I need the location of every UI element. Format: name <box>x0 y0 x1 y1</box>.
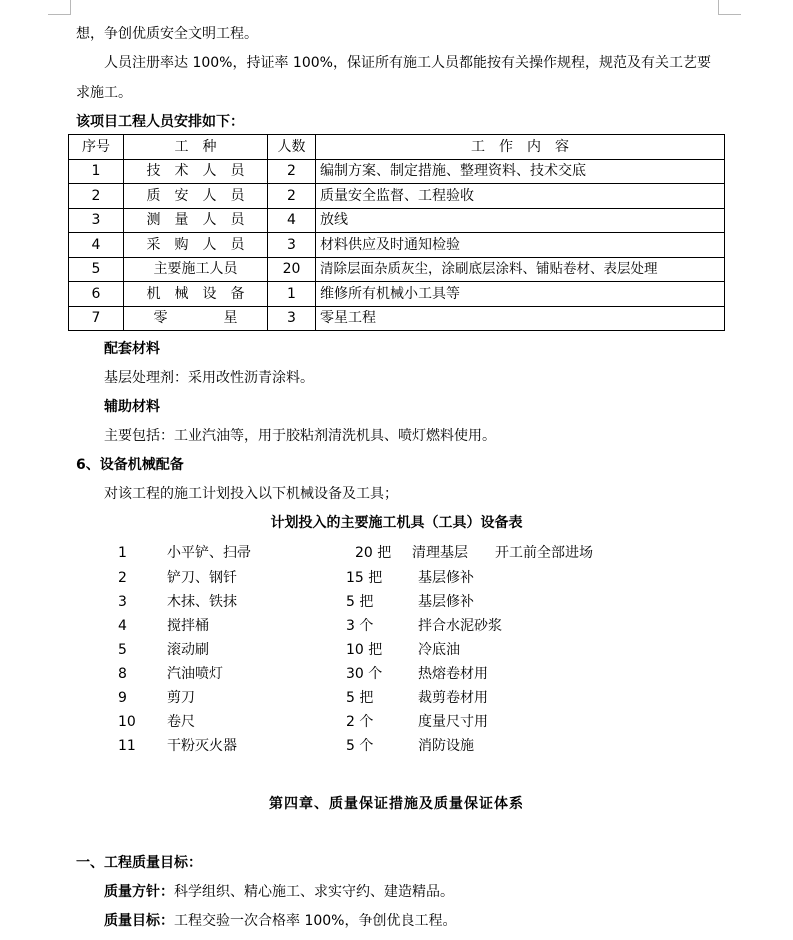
col-header-index: 序号 <box>69 135 124 160</box>
equip-name: 剪刀 <box>167 690 195 706</box>
cell-index: 5 <box>69 257 124 282</box>
equip-name: 搅拌桶 <box>167 618 209 634</box>
equip-quantity: 20 把 <box>355 545 392 561</box>
cell-index: 1 <box>69 159 124 184</box>
quality-goal-text: 工程交验一次合格率 100%，争创优良工程。 <box>174 913 457 929</box>
equip-index: 2 <box>118 570 127 586</box>
cell-trade: 零 星 <box>124 306 268 331</box>
cell-count: 20 <box>268 257 316 282</box>
cell-index: 4 <box>69 233 124 258</box>
cell-trade: 测 量 人 员 <box>124 208 268 233</box>
table-row <box>69 282 725 307</box>
aux-materials-text: 主要包括：工业汽油等，用于胶粘剂清洗机具、喷灯燃料使用。 <box>104 428 496 444</box>
equip-name: 小平铲、扫帚 <box>167 545 251 561</box>
cell-index: 3 <box>69 208 124 233</box>
cell-trade: 质 安 人 员 <box>124 184 268 209</box>
equip-quantity: 30 个 <box>346 666 383 682</box>
equip-index: 11 <box>118 738 136 754</box>
intro-line-3: 求施工。 <box>76 85 132 101</box>
intro-line-2: 人员注册率达 100%，持证率 100%，保证所有施工人员都能按有关操作规程，规范及有关工艺要 <box>104 55 711 71</box>
equip-index: 9 <box>118 690 127 706</box>
equip-index: 1 <box>118 545 127 561</box>
staff-table <box>68 134 725 331</box>
equip-name: 干粉灭火器 <box>167 738 237 754</box>
table-row <box>69 233 725 258</box>
intro-line-1: 想，争创优质安全文明工程。 <box>76 26 258 42</box>
support-materials-title: 配套材料 <box>104 341 160 357</box>
page-corner-mark-left <box>48 0 71 15</box>
cell-count: 3 <box>268 233 316 258</box>
cell-index: 2 <box>69 184 124 209</box>
col-header-duties: 工 作 内 容 <box>316 135 725 160</box>
cell-trade: 采 购 人 员 <box>124 233 268 258</box>
col-header-trade: 工 种 <box>124 135 268 160</box>
equip-purpose: 基层修补 <box>418 594 474 610</box>
equip-name: 汽油喷灯 <box>167 666 223 682</box>
table-row <box>69 159 725 184</box>
equipment-intro: 对该工程的施工计划投入以下机械设备及工具； <box>104 486 398 502</box>
aux-materials-title: 辅助材料 <box>104 399 160 415</box>
cell-duties: 零星工程 <box>316 306 725 331</box>
support-materials-text: 基层处理剂：采用改性沥青涂料。 <box>104 370 314 386</box>
equip-quantity: 10 把 <box>346 642 383 658</box>
cell-duties: 质量安全监督、工程验收 <box>316 184 725 209</box>
equip-purpose: 拌合水泥砂浆 <box>418 618 502 634</box>
quality-goal-label: 质量目标： <box>104 913 174 929</box>
equip-quantity: 2 个 <box>346 714 374 730</box>
cell-duties: 放线 <box>316 208 725 233</box>
table-row <box>69 257 725 282</box>
equip-name: 铲刀、钢钎 <box>167 570 237 586</box>
table-row <box>69 208 725 233</box>
col-header-count: 人数 <box>268 135 316 160</box>
quality-policy-label: 质量方针： <box>104 884 174 900</box>
quality-policy-text: 科学组织、精心施工、求实守约、建造精品。 <box>174 884 454 900</box>
equip-name: 卷尺 <box>167 714 195 730</box>
cell-duties: 编制方案、制定措施、整理资料、技术交底 <box>316 159 725 184</box>
cell-index: 6 <box>69 282 124 307</box>
equip-purpose: 度量尺寸用 <box>418 714 488 730</box>
cell-duties: 维修所有机械小工具等 <box>316 282 725 307</box>
chapter-title: 第四章、质量保证措施及质量保证体系 <box>269 796 524 812</box>
quality-goal-line <box>104 912 456 930</box>
cell-count: 2 <box>268 159 316 184</box>
equip-quantity: 3 个 <box>346 618 374 634</box>
table-row <box>69 184 725 209</box>
quality-goal-section-title: 一、工程质量目标： <box>76 855 202 871</box>
equip-purpose: 基层修补 <box>418 570 474 586</box>
equip-purpose: 热熔卷材用 <box>418 666 488 682</box>
quality-policy-line <box>104 883 454 901</box>
page-corner-mark-right <box>718 0 741 15</box>
cell-count: 2 <box>268 184 316 209</box>
cell-trade: 技 术 人 员 <box>124 159 268 184</box>
cell-count: 4 <box>268 208 316 233</box>
cell-duties: 清除层面杂质灰尘，涂刷底层涂料、铺贴卷材、表层处理 <box>316 257 725 282</box>
cell-count: 3 <box>268 306 316 331</box>
cell-count: 1 <box>268 282 316 307</box>
equip-index: 8 <box>118 666 127 682</box>
table-row <box>69 306 725 331</box>
equip-name: 滚动刷 <box>167 642 209 658</box>
equip-quantity: 5 把 <box>346 690 374 706</box>
equip-quantity: 5 把 <box>346 594 374 610</box>
equipment-section-title: 6、设备机械配备 <box>76 457 184 473</box>
staff-heading: 该项目工程人员安排如下： <box>76 114 244 130</box>
equip-index: 5 <box>118 642 127 658</box>
equip-index: 4 <box>118 618 127 634</box>
equip-name: 木抹、铁抹 <box>167 594 237 610</box>
equip-quantity: 5 个 <box>346 738 374 754</box>
equip-purpose: 消防设施 <box>418 738 474 754</box>
equip-purpose: 清理基层 <box>412 545 468 561</box>
cell-trade: 主要施工人员 <box>124 257 268 282</box>
cell-index: 7 <box>69 306 124 331</box>
equip-quantity: 15 把 <box>346 570 383 586</box>
equip-index: 10 <box>118 714 136 730</box>
cell-trade: 机 械 设 备 <box>124 282 268 307</box>
equip-purpose: 冷底油 <box>418 642 460 658</box>
staff-table-header <box>69 135 725 160</box>
equip-purpose: 裁剪卷材用 <box>418 690 488 706</box>
equip-note: 开工前全部进场 <box>495 545 593 561</box>
cell-duties: 材料供应及时通知检验 <box>316 233 725 258</box>
equip-index: 3 <box>118 594 127 610</box>
equipment-table-title: 计划投入的主要施工机具（工具）设备表 <box>270 515 523 531</box>
